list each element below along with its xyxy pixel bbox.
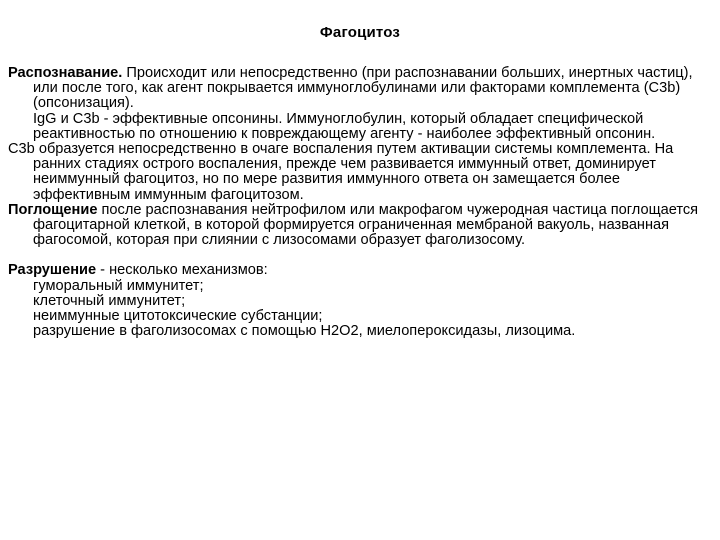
destruction-paragraph — [8, 263, 718, 278]
list-item: разрушение в фаголизосомах с помощью Н2О2, миелопероксидазы, лизоцима. — [33, 323, 576, 340]
slide-content — [8, 66, 718, 339]
absorption-text: после распознавания нейтрофилом или макрофагом чужеродная частица поглощается фагоцитарной клеткой, в которой формируется ограниченная мембраной вакуоль, названная фагосомой, которая при слиянии с лизосомами образует фаголизосому. — [33, 201, 699, 249]
list-item: гуморальный иммунитет; — [33, 277, 204, 294]
list-item: неиммунные цитотоксические субстанции; — [33, 308, 323, 325]
recognition-text: Происходит или непосредственно (при распознавании больших, инертных частиц), или после того, как агент покрывается иммуноглобулинами или факторами комплемента (С3b) (опсонизация). — [33, 65, 693, 112]
destruction-term: Разрушение — [8, 262, 97, 279]
section-spacer — [8, 248, 718, 263]
destruction-mechanisms-list — [8, 279, 718, 340]
opsonins-paragraph — [8, 112, 718, 142]
c3b-paragraph — [8, 142, 718, 203]
recognition-term: Распознавание. — [8, 65, 123, 81]
list-item: клеточный иммунитет; — [33, 292, 186, 309]
recognition-paragraph — [8, 66, 718, 112]
slide-title: Фагоцитоз — [319, 24, 401, 41]
destruction-text: - несколько механизмов: — [96, 262, 268, 279]
opsonins-text: IgG и С3b - эффективные опсонины. Иммуноглобулин, который обладает специфической реактивностью по отношению к повреждающему агенту - наиболее эффективный опсонин. — [33, 110, 656, 142]
absorption-paragraph — [8, 203, 718, 249]
c3b-text: С3b образуется непосредственно в очаге воспаления путем активации системы комплемента. На ранних стадиях острого воспаления, прежде чем развивается иммунный ответ, доминирует неиммунный фагоцитоз, но по мере развития иммунного ответа он замещается более эффективным иммунным фагоцитозом. — [8, 141, 674, 203]
absorption-term: Поглощение — [8, 201, 98, 218]
